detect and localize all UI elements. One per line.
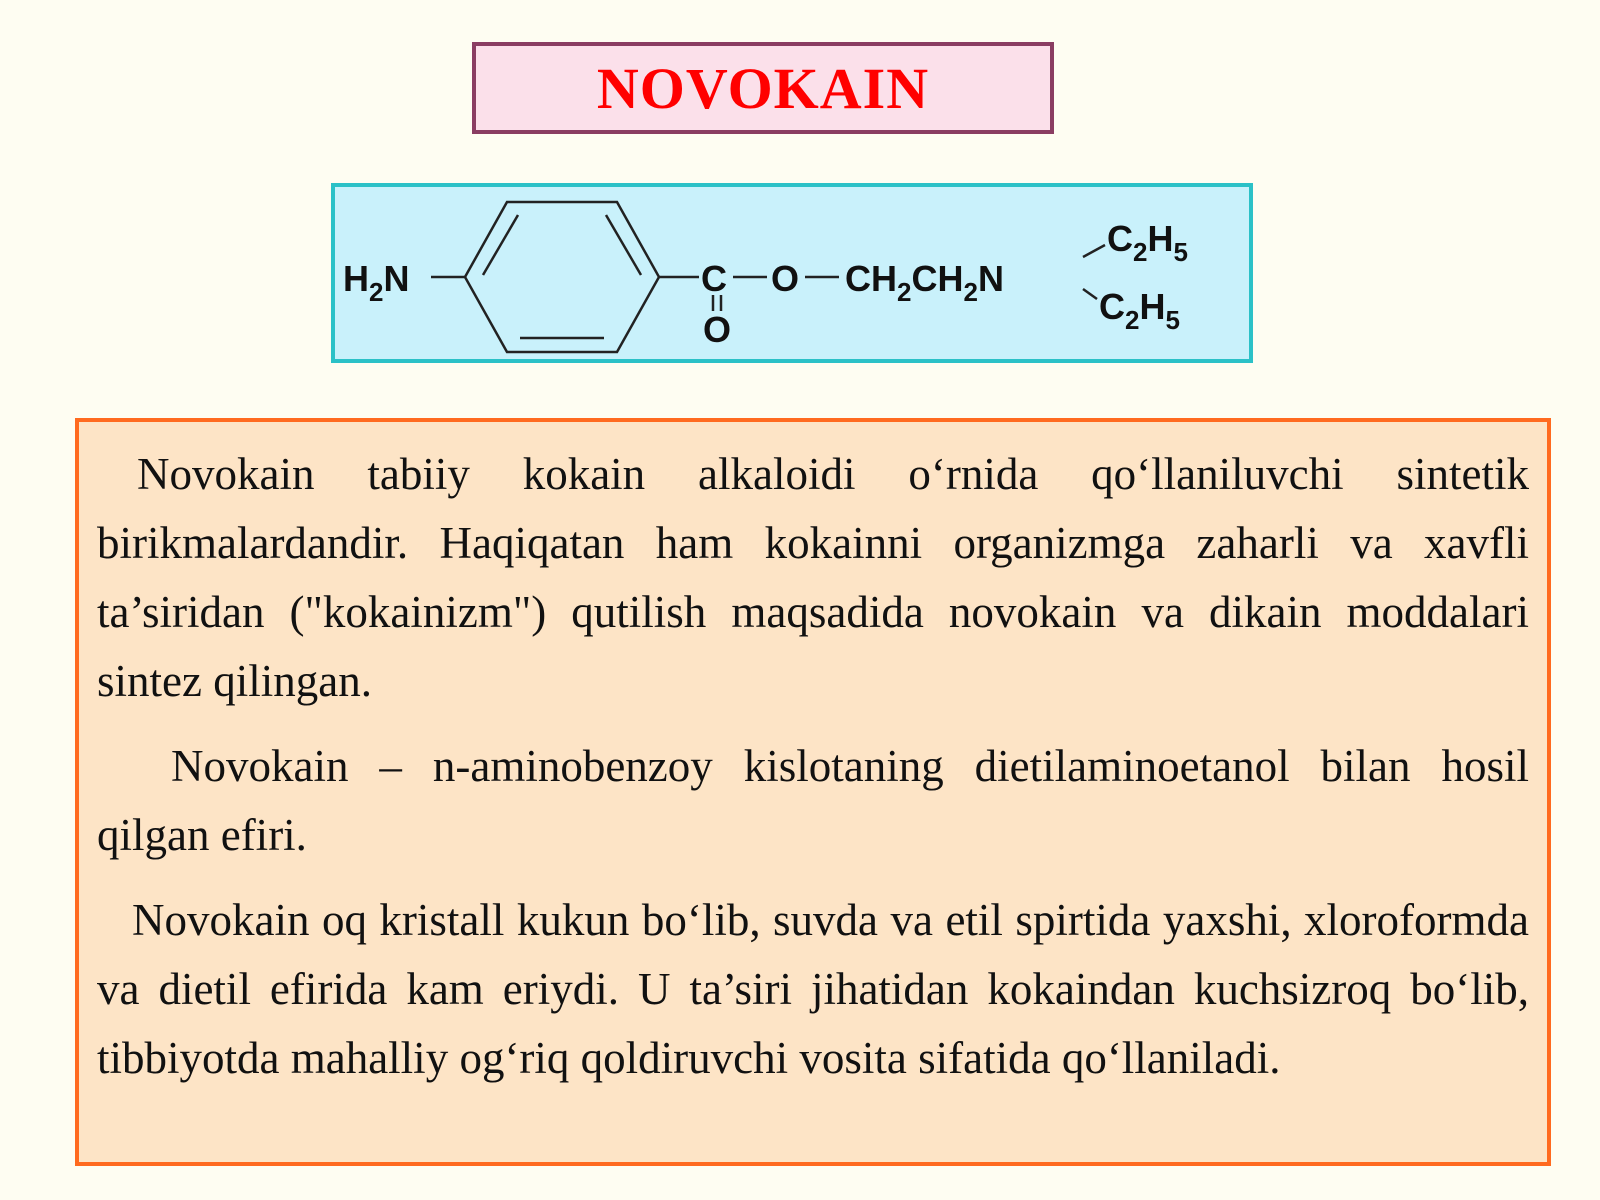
page-title: NOVOKAIN <box>596 55 930 121</box>
paragraph-definition: Novokain – n-aminobenzoy kislotaning dietilaminoetanol bilan hosil qilgan efiri. <box>97 741 1529 860</box>
bond-ethyl-top <box>1083 245 1105 257</box>
ethyl-group-top: $C_2H_5$ <box>1107 218 1188 267</box>
benzene-ring <box>465 202 659 352</box>
title-box <box>472 42 1054 134</box>
description-box <box>75 418 1551 1166</box>
structural-formula <box>331 183 1253 363</box>
ester-oxygen: O <box>771 258 800 299</box>
carbonyl-carbon: C <box>701 258 727 299</box>
amine-group: $H_2N$ <box>343 258 410 307</box>
novocaine-structure-diagram <box>335 187 1249 359</box>
ethyl-group-bottom: $C_2H_5$ <box>1099 286 1180 335</box>
bond-ethyl-bottom <box>1083 289 1097 299</box>
carbonyl-oxygen: O <box>703 309 732 350</box>
ethylene-chain: $CH_2CH_2N$ <box>845 258 1004 307</box>
paragraph-origin: Novokain tabiiy kokain alkaloidi o‘rnida qo‘llaniluvchi sintetik birikmalardandir. Haqiqatan ham kokainni organizmga zaharli va xavfli ta’siridan ("kokainizm") qutilish maqsadida novokain va dikain moddalari sintez qilingan. <box>97 449 1529 706</box>
paragraph-properties: Novokain oq kristall kukun bo‘lib, suvda va etil spirtida yaxshi, xloroformda va dietil efirida kam eriydi. U ta’siri jihatidan kokaindan kuchsizroq bo‘lib, tibbiyotda mahalliy og‘riq qoldiruvchi vosita sifatida qo‘llaniladi. <box>97 895 1529 1083</box>
ring-double-bond-left <box>483 215 518 275</box>
ring-double-bond-right <box>606 215 641 275</box>
